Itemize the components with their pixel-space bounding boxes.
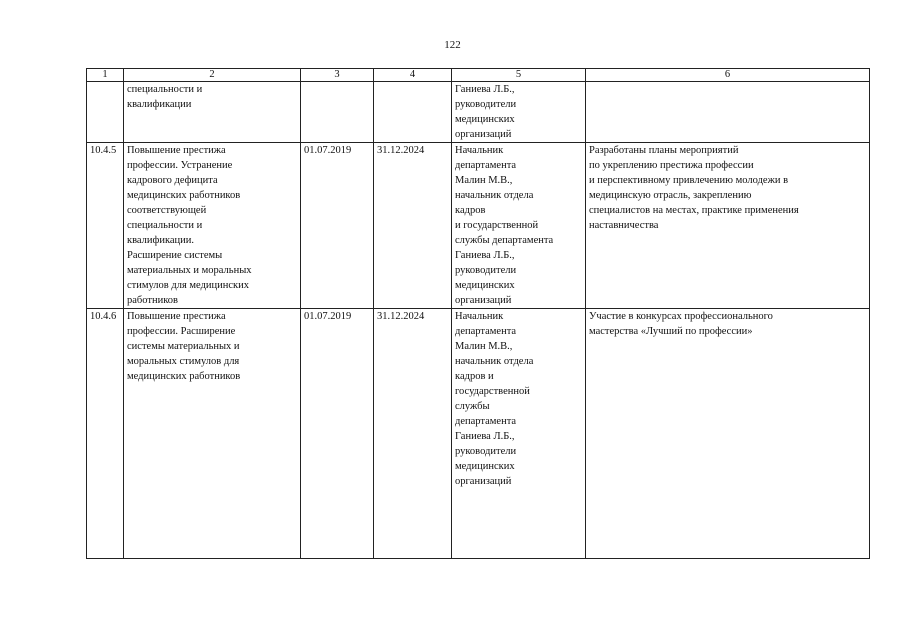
responsible-cell-line: руководители <box>455 99 517 110</box>
measure-id-cell: 10.4.5 <box>87 143 124 309</box>
result-cell-line: Участие в конкурсах профессионального <box>589 311 773 322</box>
measure-description-cell <box>124 309 301 559</box>
responsible-cell-line: службы <box>455 401 490 412</box>
result-cell-line: медицинскую отрасль, закреплению <box>589 190 752 201</box>
responsible-cell-line: кадров <box>455 205 486 216</box>
responsible-cell-line: руководители <box>455 446 517 457</box>
responsible-cell <box>452 309 586 559</box>
measure-description-cell-line: Повышение престижа <box>127 311 226 322</box>
responsible-cell-line: кадров и <box>455 371 494 382</box>
end-date-cell: 31.12.2024 <box>374 143 452 309</box>
responsible-cell-line: Ганиева Л.Б., <box>455 431 515 442</box>
column-number: 5 <box>452 69 586 82</box>
responsible-cell-line: службы департамента <box>455 235 554 246</box>
responsible-cell-line: организаций <box>455 476 512 487</box>
start-date-cell: 01.07.2019 <box>301 309 374 559</box>
table-row <box>87 309 870 559</box>
measure-description-cell-line: квалификации <box>127 99 192 110</box>
responsible-cell-line: департамента <box>455 160 517 171</box>
measure-description-cell-line: квалификации. <box>127 235 195 246</box>
responsible-cell-line: Малин М.В., <box>455 341 513 352</box>
result-cell-line: мастерства «Лучший по профессии» <box>589 326 753 337</box>
measure-description-cell-line: специальности и <box>127 220 203 231</box>
end-date-cell <box>374 82 452 143</box>
responsible-cell-line: начальник отдела <box>455 190 534 201</box>
result-cell-line: наставничества <box>589 220 659 231</box>
start-date-cell: 01.07.2019 <box>301 143 374 309</box>
measure-description-cell-line: кадрового дефицита <box>127 175 218 186</box>
column-number: 2 <box>124 69 301 82</box>
column-number: 4 <box>374 69 452 82</box>
measure-description-cell-line: медицинских работников <box>127 190 241 201</box>
measure-description-cell-line: Повышение престижа <box>127 145 226 156</box>
measure-description-cell-line: материальных и моральных <box>127 265 252 276</box>
responsible-cell-line: организаций <box>455 295 512 306</box>
measure-description-cell <box>124 143 301 309</box>
result-cell-line: Разработаны планы мероприятий <box>589 145 739 156</box>
result-cell <box>586 309 870 559</box>
responsible-cell-line: департамента <box>455 416 517 427</box>
responsible-cell-line: Начальник <box>455 145 504 156</box>
measure-description-cell <box>124 82 301 143</box>
responsible-cell-line: организаций <box>455 129 512 140</box>
responsible-cell-line: Ганиева Л.Б., <box>455 250 515 261</box>
measure-description-cell-line: моральных стимулов для <box>127 356 240 367</box>
page-number: 122 <box>444 39 461 51</box>
measures-table <box>86 68 870 559</box>
responsible-cell-line: медицинских <box>455 280 515 291</box>
responsible-cell <box>452 143 586 309</box>
table-row <box>87 143 870 309</box>
result-cell-line: и перспективному привлечению молодежи в <box>589 175 789 186</box>
column-number: 1 <box>87 69 124 82</box>
measure-id-cell <box>87 82 124 143</box>
responsible-cell-line: Ганиева Л.Б., <box>455 84 515 95</box>
measure-description-cell-line: системы материальных и <box>127 341 240 352</box>
measure-description-cell-line: соответствующей <box>127 205 207 216</box>
responsible-cell-line: и государственной <box>455 220 539 231</box>
column-number: 6 <box>586 69 870 82</box>
responsible-cell-line: департамента <box>455 326 517 337</box>
measure-id-cell: 10.4.6 <box>87 309 124 559</box>
responsible-cell <box>452 82 586 143</box>
measure-description-cell-line: специальности и <box>127 84 203 95</box>
result-cell-line: по укреплению престижа профессии <box>589 160 754 171</box>
end-date-cell: 31.12.2024 <box>374 309 452 559</box>
measure-description-cell-line: профессии. Расширение <box>127 326 236 337</box>
responsible-cell-line: руководители <box>455 265 517 276</box>
measure-description-cell-line: стимулов для медицинских <box>127 280 250 291</box>
table-row <box>87 82 870 143</box>
responsible-cell-line: медицинских <box>455 114 515 125</box>
responsible-cell-line: начальник отдела <box>455 356 534 367</box>
measure-description-cell-line: профессии. Устранение <box>127 160 233 171</box>
responsible-cell-line: государственной <box>455 386 530 397</box>
responsible-cell-line: Малин М.В., <box>455 175 513 186</box>
column-number: 3 <box>301 69 374 82</box>
result-cell <box>586 143 870 309</box>
start-date-cell <box>301 82 374 143</box>
result-cell-line: специалистов на местах, практике применения <box>589 205 799 216</box>
responsible-cell-line: медицинских <box>455 461 515 472</box>
responsible-cell-line: Начальник <box>455 311 504 322</box>
measure-description-cell-line: медицинских работников <box>127 371 241 382</box>
column-number-header-row <box>87 69 870 82</box>
measure-description-cell-line: Расширение системы <box>127 250 223 261</box>
measure-description-cell-line: работников <box>127 295 178 306</box>
result-cell <box>586 82 870 143</box>
